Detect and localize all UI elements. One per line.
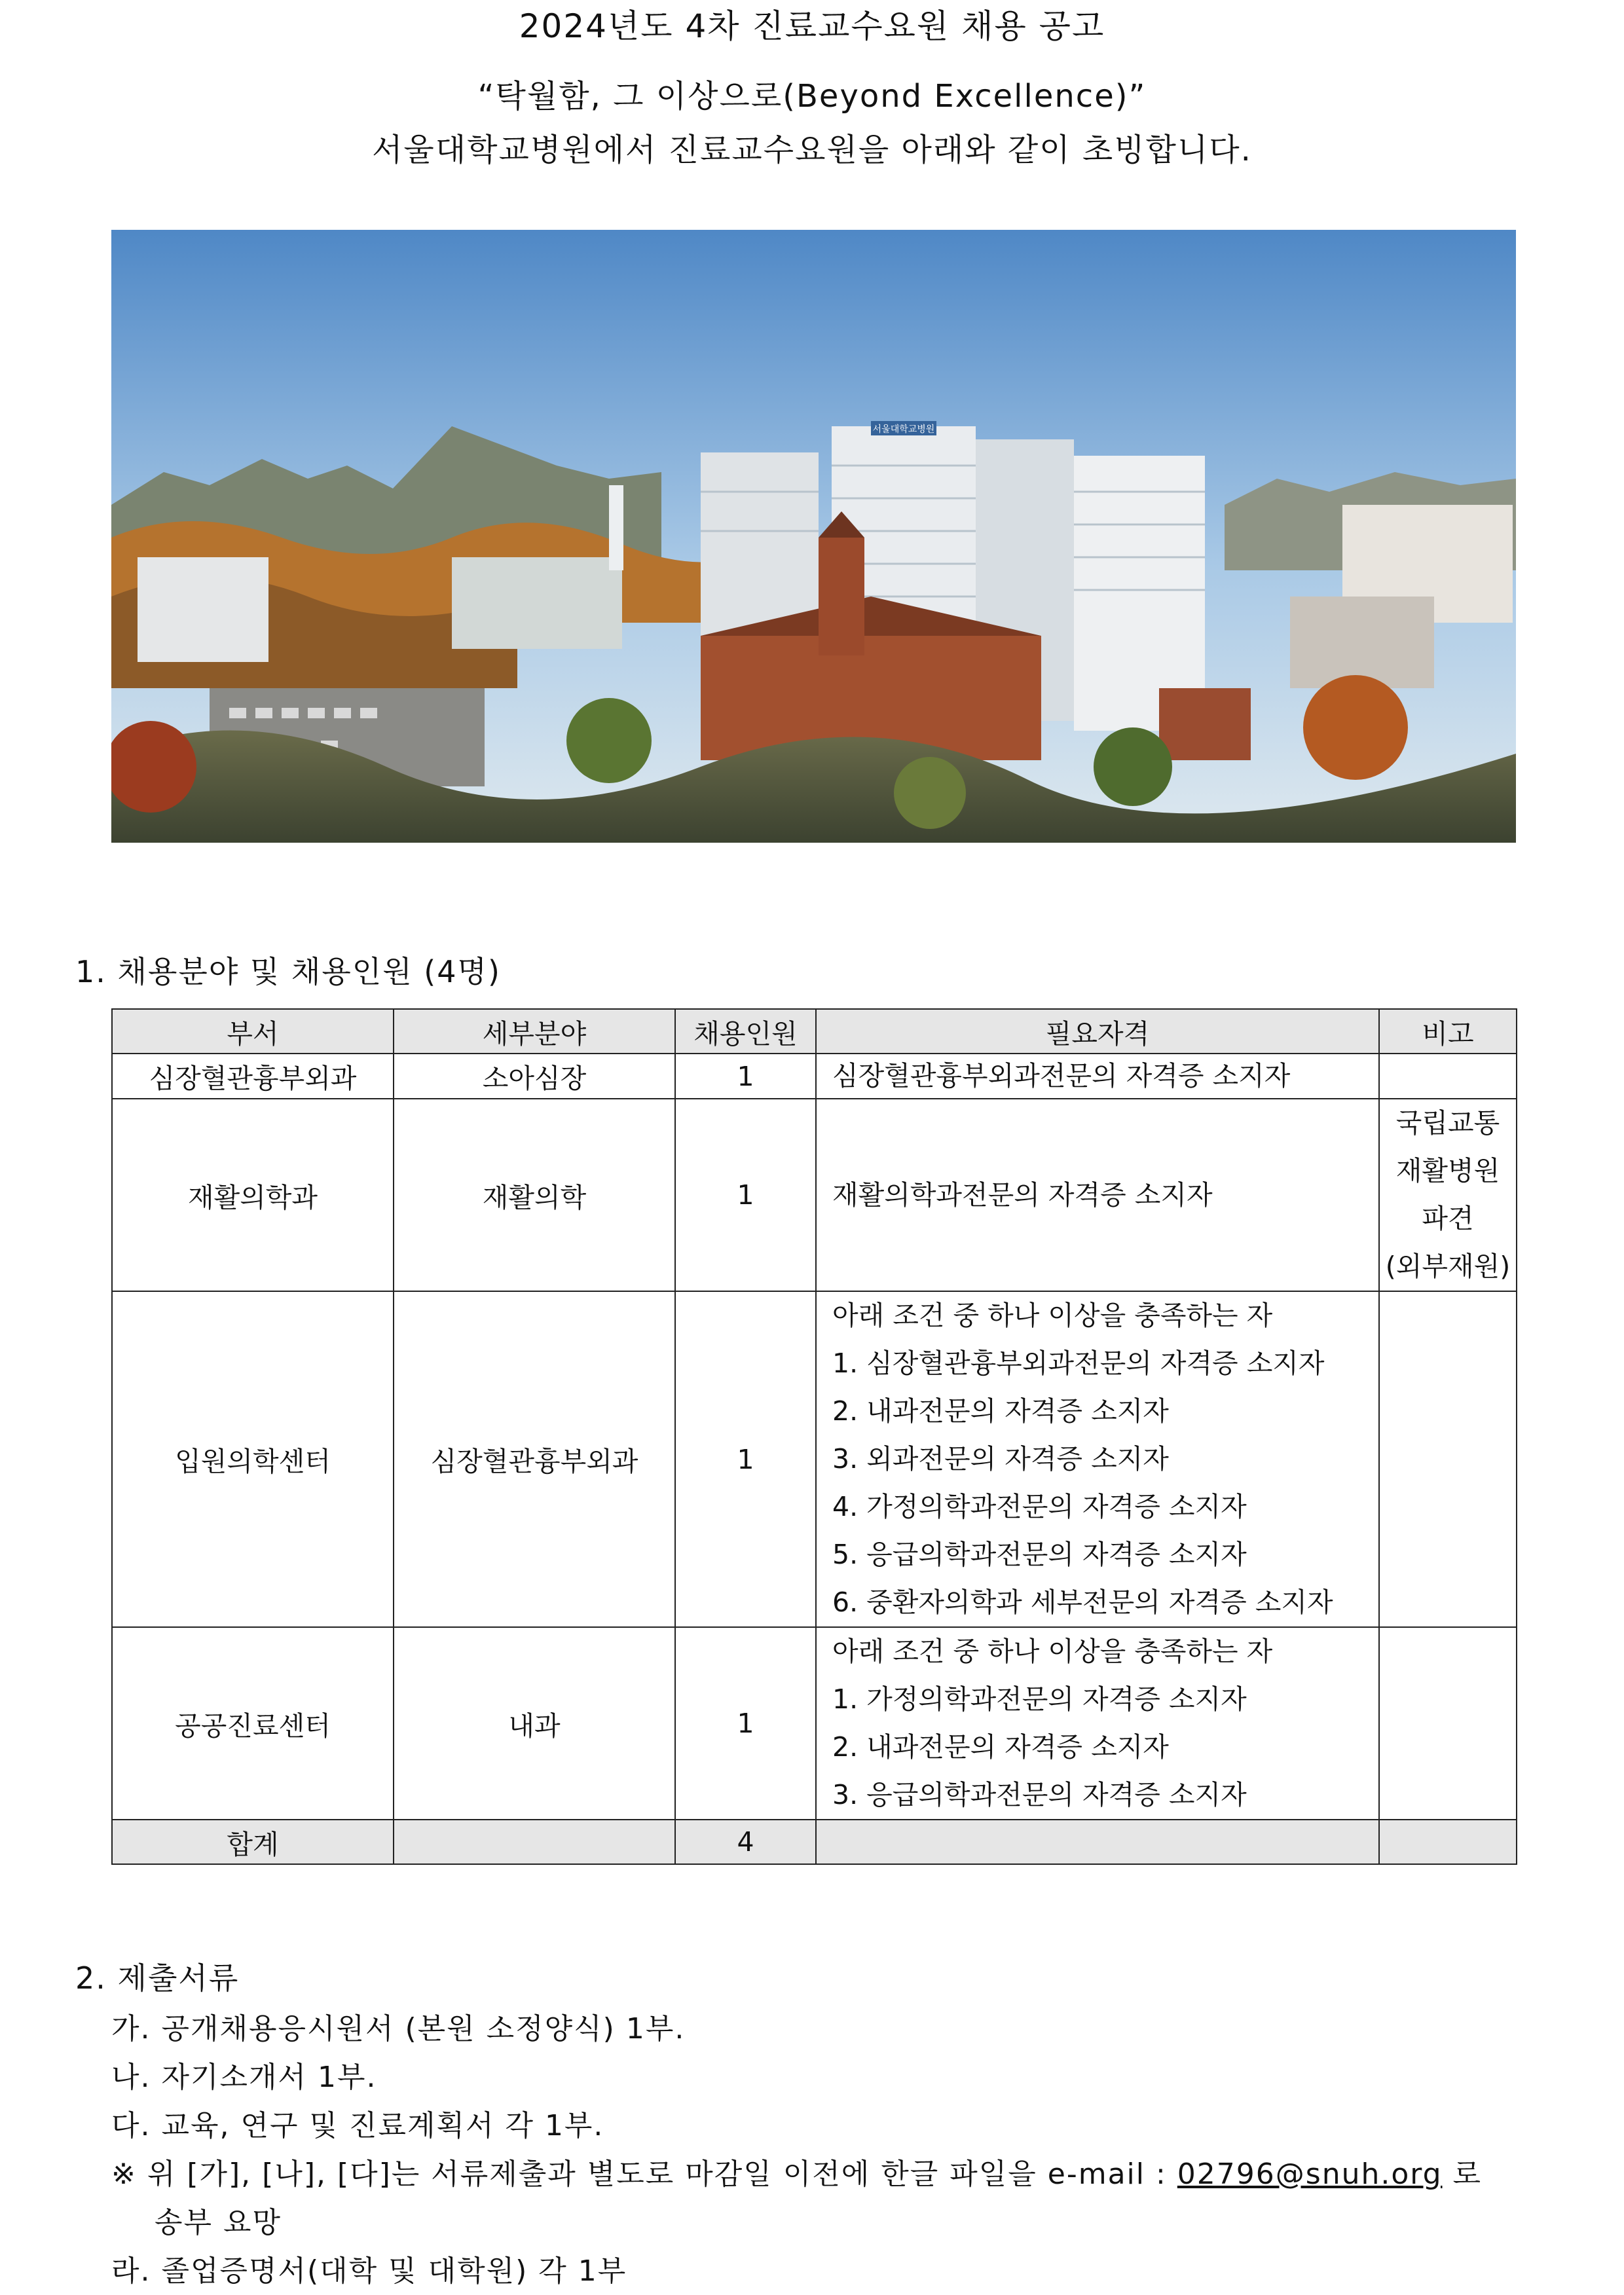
col-header-count: 채용인원 (675, 1009, 816, 1054)
col-header-dept: 부서 (112, 1009, 394, 1054)
qualification-line: 아래 조건 중 하나 이상을 충족하는 자 (832, 1300, 1273, 1331)
col-header-note: 비고 (1379, 1009, 1517, 1054)
qualification-line: 3. 외과전문의 자격증 소지자 (832, 1443, 1169, 1475)
doc-item-ra: 라. 졸업증명서(대학 및 대학원) 각 1부 (111, 2254, 627, 2288)
qualification-cell (816, 1627, 1379, 1820)
qualification-line: 재활의학과전문의 자격증 소지자 (832, 1179, 1213, 1211)
total-field-cell (394, 1820, 675, 1864)
total-count: 4 (675, 1820, 816, 1864)
doc-item-da: 다. 교육, 연구 및 진료계획서 각 1부. (111, 2109, 604, 2142)
count-cell: 1 (675, 1099, 816, 1291)
col-header-field: 세부분야 (394, 1009, 675, 1054)
recruit-table (111, 1008, 1517, 1865)
qualification-line: 1. 심장혈관흉부외과전문의 자격증 소지자 (832, 1348, 1325, 1379)
qualification-cell (816, 1099, 1379, 1291)
email-link[interactable]: 02796@snuh.org (1177, 2157, 1443, 2191)
slogan: “탁월함, 그 이상으로(Beyond Excellence)” (477, 78, 1147, 115)
hospital-photo (111, 230, 1516, 843)
building-sign: 서울대학교병원 (872, 424, 935, 435)
qualification-line: 아래 조건 중 하나 이상을 충족하는 자 (832, 1636, 1273, 1667)
note-cell (1379, 1054, 1517, 1099)
total-qualification-cell (816, 1820, 1379, 1864)
qualification-line: 심장혈관흉부외과전문의 자격증 소지자 (832, 1060, 1291, 1092)
total-note-cell (1379, 1820, 1517, 1864)
dept-cell: 재활의학과 (112, 1099, 394, 1291)
total-label: 합계 (112, 1820, 394, 1864)
qualification-line: 5. 응급의학과전문의 자격증 소지자 (832, 1539, 1247, 1570)
table-row (112, 1054, 1517, 1099)
field-cell: 소아심장 (394, 1054, 675, 1099)
section1-heading: 1. 채용분야 및 채용인원 (4명) (75, 954, 501, 989)
qualification-line: 1. 가정의학과전문의 자격증 소지자 (832, 1683, 1247, 1715)
count-cell: 1 (675, 1054, 816, 1099)
doc-item-ga: 가. 공개채용응시원서 (본원 소정양식) 1부. (111, 2012, 686, 2046)
qualification-line: 6. 중환자의학과 세부전문의 자격증 소지자 (832, 1587, 1333, 1618)
intro-text: 서울대학교병원에서 진료교수요원을 아래와 같이 초빙합니다. (372, 132, 1252, 168)
note-line: (외부재원) (1385, 1251, 1511, 1282)
note-line: 재활병원 (1395, 1155, 1500, 1186)
table-row (112, 1099, 1517, 1291)
notice-continuation: 송부 요망 (155, 2206, 282, 2239)
page-title: 2024년도 4차 진료교수요원 채용 공고 (519, 7, 1105, 45)
field-cell: 재활의학 (394, 1099, 675, 1291)
qualification-cell (816, 1054, 1379, 1099)
note-line: 파견 (1422, 1203, 1474, 1234)
qualification-line: 2. 내과전문의 자격증 소지자 (832, 1731, 1169, 1763)
notice-suffix: 로 (1442, 2157, 1483, 2191)
field-cell: 내과 (394, 1627, 675, 1820)
doc-item-na: 나. 자기소개서 1부. (111, 2061, 377, 2094)
dept-cell: 심장혈관흉부외과 (112, 1054, 394, 1099)
note-cell (1379, 1627, 1517, 1820)
qualification-line: 2. 내과전문의 자격증 소지자 (832, 1395, 1169, 1427)
table-row (112, 1291, 1517, 1627)
dept-cell: 입원의학센터 (112, 1291, 394, 1627)
field-cell: 심장혈관흉부외과 (394, 1291, 675, 1627)
note-cell (1379, 1099, 1517, 1291)
qualification-line: 3. 응급의학과전문의 자격증 소지자 (832, 1779, 1247, 1810)
table-row (112, 1627, 1517, 1820)
qualification-cell (816, 1291, 1379, 1627)
qualification-line: 4. 가정의학과전문의 자격증 소지자 (832, 1491, 1247, 1522)
col-header-qualification: 필요자격 (816, 1009, 1379, 1054)
total-row (112, 1820, 1517, 1864)
count-cell: 1 (675, 1291, 816, 1627)
dept-cell: 공공진료센터 (112, 1627, 394, 1820)
notice-text: ※ 위 [가], [나], [다]는 서류제출과 별도로 마감일 이전에 한글 파일을 e-mail : (111, 2157, 1177, 2191)
note-line: 국립교통 (1395, 1107, 1500, 1139)
email-notice (111, 2150, 1482, 2192)
note-cell (1379, 1291, 1517, 1627)
section2-heading: 2. 제출서류 (75, 1960, 240, 1996)
count-cell: 1 (675, 1627, 816, 1820)
